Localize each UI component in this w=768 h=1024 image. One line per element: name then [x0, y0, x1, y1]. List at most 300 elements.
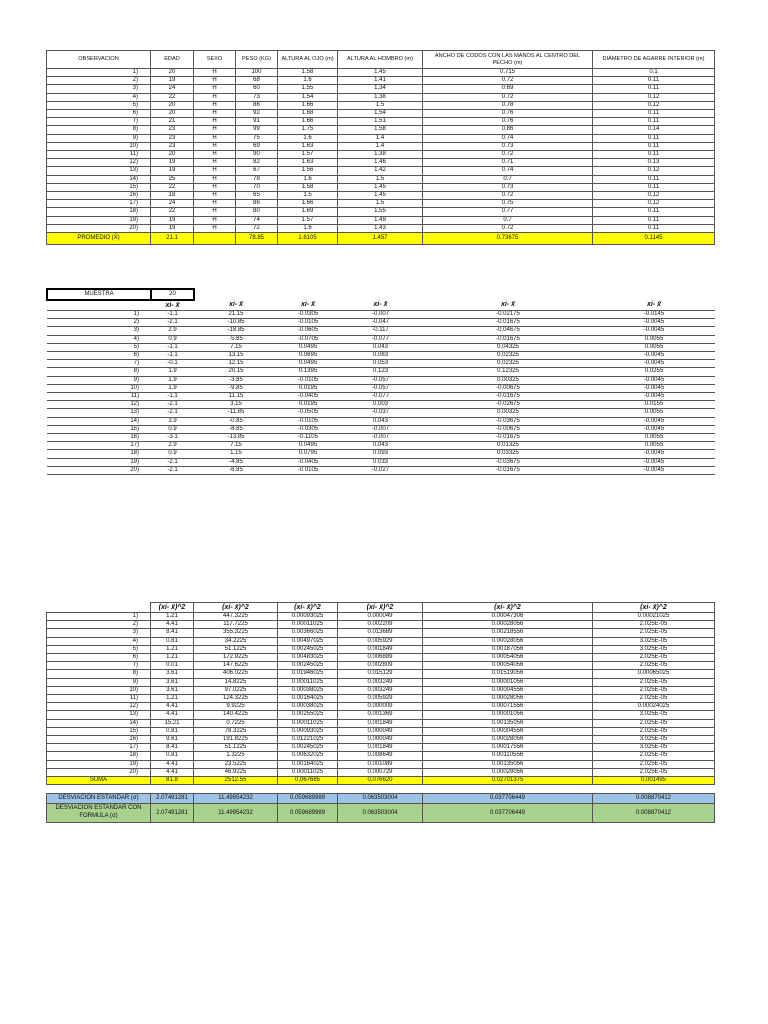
- table-cell: -0.01675: [423, 335, 593, 343]
- table-row: [47, 319, 715, 327]
- std-dev-cell: 2.07491281: [151, 794, 194, 804]
- table-row: [47, 662, 715, 670]
- observation-label: 16): [47, 192, 151, 200]
- table-cell: 2.025E-05: [593, 752, 715, 760]
- spacer-cell: [593, 785, 715, 794]
- table-cell: 86: [236, 200, 278, 208]
- table-cell: -0.00675: [423, 425, 593, 433]
- table-cell: 0.01: [151, 662, 194, 670]
- table-cell: 15.21: [151, 719, 194, 727]
- table-cell: 0.73: [423, 183, 593, 191]
- table-cell: 0.00001056: [423, 678, 593, 686]
- table-row: [47, 637, 715, 645]
- observation-label: 1): [47, 69, 151, 77]
- table-cell: 1.15: [194, 450, 278, 458]
- observation-label: 15): [47, 183, 151, 191]
- table-cell: 0.000729: [338, 768, 423, 776]
- table-cell: 0.00065025: [593, 670, 715, 678]
- column-header: EDAD: [151, 51, 194, 69]
- table-cell: 0.00021025: [593, 613, 715, 621]
- column-header: OBSERVACION: [47, 51, 151, 69]
- table-cell: 1.9: [151, 368, 194, 376]
- observation-label: 4): [47, 637, 151, 645]
- table-cell: 2.9: [151, 327, 194, 335]
- table-row: [47, 736, 715, 744]
- suma-cell: 2512.55: [194, 777, 278, 785]
- table-cell: 0.00004556: [423, 686, 593, 694]
- column-header: ALTURA AL HOMBRO (m): [338, 51, 423, 69]
- observation-label: 14): [47, 417, 151, 425]
- table-cell: 0.000009: [338, 703, 423, 711]
- table-cell: 0.86: [423, 126, 593, 134]
- suma-cell: 0.001495: [593, 777, 715, 785]
- observation-label: 3): [47, 85, 151, 93]
- table-cell: 1.4: [338, 142, 423, 150]
- table-cell: 0.0055: [593, 442, 715, 450]
- average-cell: 1.457: [338, 233, 423, 245]
- squared-header: (xi- x̄)^2: [194, 603, 278, 613]
- observation-label: 8): [47, 670, 151, 678]
- observation-label: 11): [47, 151, 151, 159]
- table-cell: 0.00017556: [423, 744, 593, 752]
- average-cell: 21.1: [151, 233, 194, 245]
- table-cell: 1.58: [338, 126, 423, 134]
- table-row: [47, 442, 715, 450]
- observation-label: 7): [47, 118, 151, 126]
- table-cell: 11.15: [194, 393, 278, 401]
- table-cell: 1.6: [278, 224, 338, 232]
- table-cell: 1.42: [338, 167, 423, 175]
- table-cell: 0.11: [593, 151, 715, 159]
- table-cell: -10.85: [194, 319, 278, 327]
- table-cell: 0.00011025: [278, 719, 338, 727]
- table-cell: 0.715: [423, 69, 593, 77]
- table-cell: 0.72: [423, 192, 593, 200]
- table-cell: 1.38: [338, 151, 423, 159]
- table-cell: 0.000049: [338, 736, 423, 744]
- table-cell: 0.008649: [338, 752, 423, 760]
- table-cell: 1.45: [338, 183, 423, 191]
- table-cell: 0.0195: [278, 384, 338, 392]
- table-cell: 0.69: [423, 85, 593, 93]
- table-cell: 0.00093025: [278, 727, 338, 735]
- spacer-row: [47, 785, 715, 794]
- table-cell: 0.123: [338, 368, 423, 376]
- table-cell: 51.1225: [194, 645, 278, 653]
- table-row: [47, 401, 715, 409]
- table-cell: -0.0045: [593, 393, 715, 401]
- table-cell: -0.057: [338, 376, 423, 384]
- observation-label: 9): [47, 134, 151, 142]
- table-cell: 0.00071556: [423, 703, 593, 711]
- table-cell: 0.11: [593, 224, 715, 232]
- std-dev-cell: 0.059689989: [278, 794, 338, 804]
- observation-label: 15): [47, 425, 151, 433]
- table-cell: 2.025E-05: [593, 695, 715, 703]
- table-cell: 0.76: [423, 110, 593, 118]
- table-cell: 0.013689: [338, 629, 423, 637]
- table-cell: -0.047: [338, 319, 423, 327]
- table-cell: 0.9: [151, 450, 194, 458]
- table-cell: 78: [236, 175, 278, 183]
- table-cell: 1.5: [278, 192, 338, 200]
- table-cell: 21: [151, 118, 194, 126]
- table-cell: 0.0255: [593, 368, 715, 376]
- table-cell: 0.81: [151, 637, 194, 645]
- table-row: [47, 352, 715, 360]
- table-cell: 0.00047306: [423, 613, 593, 621]
- table-row: [47, 450, 715, 458]
- std-dev-formula-label: DESVIACION ESTANDAR CON FORMULA (σ): [47, 804, 151, 823]
- table-cell: 8.41: [151, 744, 194, 752]
- table-row: [47, 466, 715, 474]
- average-cell: 0.73675: [423, 233, 593, 245]
- suma-label: SUMA: [47, 777, 151, 785]
- table-cell: 0.0495: [278, 442, 338, 450]
- table-cell: 0.78: [423, 101, 593, 109]
- table-cell: 1.49: [338, 216, 423, 224]
- table-cell: -11.85: [194, 409, 278, 417]
- table-cell: H: [194, 142, 236, 150]
- table-cell: 0.00110556: [423, 752, 593, 760]
- table-cell: H: [194, 134, 236, 142]
- table-row: [47, 670, 715, 678]
- deviation-table: [46, 288, 715, 475]
- table-cell: -0.01675: [423, 434, 593, 442]
- table-cell: -3.85: [194, 376, 278, 384]
- table-cell: -0.0045: [593, 425, 715, 433]
- table-cell: 1.46: [338, 159, 423, 167]
- table-cell: 2.9: [151, 442, 194, 450]
- table-cell: 2.025E-05: [593, 727, 715, 735]
- table-cell: -0.007: [338, 425, 423, 433]
- table-cell: 0.00028056: [423, 695, 593, 703]
- table-cell: 65: [236, 192, 278, 200]
- table-cell: 75: [236, 134, 278, 142]
- table-cell: 0.0055: [593, 409, 715, 417]
- table-cell: 147.6225: [194, 662, 278, 670]
- table-cell: 18: [151, 192, 194, 200]
- table-cell: 1.4: [338, 134, 423, 142]
- table-cell: 4.41: [151, 621, 194, 629]
- table-cell: 0.00024025: [593, 703, 715, 711]
- table-row: [47, 167, 715, 175]
- table-cell: 22: [151, 183, 194, 191]
- table-cell: 0.03325: [423, 450, 593, 458]
- muestra-label: MUESTRA: [47, 289, 151, 300]
- table-cell: H: [194, 93, 236, 101]
- table-cell: 1.21: [151, 645, 194, 653]
- table-cell: 0.00187056: [423, 645, 593, 653]
- table-cell: 0.01519056: [423, 670, 593, 678]
- table-cell: 0.000049: [338, 727, 423, 735]
- table-cell: 0.00245025: [278, 645, 338, 653]
- table-cell: 191.8225: [194, 736, 278, 744]
- table-cell: 0.11: [593, 175, 715, 183]
- observation-label: 14): [47, 175, 151, 183]
- table-row: [47, 327, 715, 335]
- table-cell: 0.01325: [423, 442, 593, 450]
- table-cell: 2.025E-05: [593, 662, 715, 670]
- table-cell: 0.7225: [194, 719, 278, 727]
- deviation-header: xi- x̄: [194, 300, 278, 311]
- table-cell: 0.9: [151, 425, 194, 433]
- table-cell: 0.12: [593, 167, 715, 175]
- table-cell: 97.0225: [194, 686, 278, 694]
- table-row: [47, 621, 715, 629]
- table-cell: 34.2225: [194, 637, 278, 645]
- table-cell: 92: [236, 110, 278, 118]
- table-row: [47, 208, 715, 216]
- table-cell: 0.71: [423, 159, 593, 167]
- observation-label: 14): [47, 719, 151, 727]
- deviation-header: xi- x̄: [278, 300, 338, 311]
- table-row: [47, 434, 715, 442]
- table-cell: 0.00054056: [423, 662, 593, 670]
- table-cell: 0.12325: [423, 368, 593, 376]
- table-row: [47, 654, 715, 662]
- table-cell: -0.1: [151, 360, 194, 368]
- table-cell: -5.85: [194, 335, 278, 343]
- table-cell: 0.00255025: [278, 711, 338, 719]
- table-cell: -8.85: [194, 425, 278, 433]
- table-cell: -1.1: [151, 343, 194, 351]
- table-cell: 1.57: [278, 151, 338, 159]
- table-cell: 23: [151, 142, 194, 150]
- table-cell: 68: [236, 77, 278, 85]
- table-cell: 2.025E-05: [593, 621, 715, 629]
- table-row: [47, 224, 715, 232]
- table-cell: 19: [151, 167, 194, 175]
- table-cell: 0.00028056: [423, 621, 593, 629]
- table-row: [47, 110, 715, 118]
- table-cell: 0.053: [338, 360, 423, 368]
- spacer-cell: [338, 785, 423, 794]
- table-row: [47, 343, 715, 351]
- table-cell: 0.00325: [423, 376, 593, 384]
- std-dev-label: DESVIACION ESTANDAR (σ): [47, 794, 151, 804]
- observation-label: 19): [47, 458, 151, 466]
- table-cell: 100: [236, 69, 278, 77]
- table-row: [47, 134, 715, 142]
- observation-label: 1): [47, 311, 151, 319]
- table-cell: 0.00001056: [423, 711, 593, 719]
- table-cell: -0.0105: [278, 376, 338, 384]
- table-cell: 0.72: [423, 224, 593, 232]
- observation-label: 4): [47, 335, 151, 343]
- table-cell: 1.66: [278, 101, 338, 109]
- table-cell: 0.11: [593, 216, 715, 224]
- table-cell: 0.001369: [338, 711, 423, 719]
- table-cell: 91: [236, 118, 278, 126]
- table-cell: 0.00028056: [423, 637, 593, 645]
- observation-label: 16): [47, 736, 151, 744]
- table-cell: 406.0225: [194, 670, 278, 678]
- table-row: [47, 126, 715, 134]
- table-cell: 0.11: [593, 110, 715, 118]
- table-cell: 0.7: [423, 216, 593, 224]
- table-cell: 0.7: [423, 175, 593, 183]
- observation-label: 11): [47, 393, 151, 401]
- std-dev-formula-row: [47, 804, 715, 823]
- table-cell: 0.006889: [338, 654, 423, 662]
- observation-label: 18): [47, 450, 151, 458]
- table-cell: -0.0045: [593, 352, 715, 360]
- spacer-cell: [423, 785, 593, 794]
- table-cell: -1.1: [151, 311, 194, 319]
- squared-header-row: [47, 603, 715, 613]
- table-cell: 1.9: [151, 384, 194, 392]
- deviation-header: xi- x̄: [593, 300, 715, 311]
- table-cell: 1.34: [338, 85, 423, 93]
- table-cell: -0.03675: [423, 458, 593, 466]
- table-cell: 0.00325: [423, 409, 593, 417]
- table-cell: -2.1: [151, 458, 194, 466]
- table-row: [47, 768, 715, 776]
- table-cell: 0.00038025: [278, 703, 338, 711]
- observation-label: 12): [47, 703, 151, 711]
- table-row: [47, 118, 715, 126]
- column-header: DIÁMETRO DE AGARRE INTERIOR (m): [593, 51, 715, 69]
- observation-label: 7): [47, 360, 151, 368]
- table-cell: 0.12: [593, 192, 715, 200]
- table-cell: 0.13: [593, 159, 715, 167]
- table-cell: 0.00093025: [278, 613, 338, 621]
- table-cell: 0.002809: [338, 662, 423, 670]
- observation-label: 5): [47, 343, 151, 351]
- observation-label: 10): [47, 384, 151, 392]
- table-cell: 1.58: [278, 69, 338, 77]
- spacer-cell: [194, 785, 278, 794]
- table-cell: 69: [236, 142, 278, 150]
- table-cell: -0.0605: [278, 327, 338, 335]
- observation-label: 19): [47, 760, 151, 768]
- muestra-value: 20: [151, 289, 194, 300]
- table-cell: H: [194, 110, 236, 118]
- table-cell: 0.77: [423, 208, 593, 216]
- table-row: [47, 417, 715, 425]
- table-cell: 1.6: [278, 77, 338, 85]
- table-cell: -0.027: [338, 466, 423, 474]
- observations-table: [46, 50, 715, 245]
- table-cell: 1.38: [338, 93, 423, 101]
- observation-label: 15): [47, 727, 151, 735]
- table-cell: 12.15: [194, 360, 278, 368]
- table-cell: 19: [151, 159, 194, 167]
- table-cell: 2.025E-05: [593, 719, 715, 727]
- table-cell: 0.0495: [278, 360, 338, 368]
- table-cell: 0.12: [593, 200, 715, 208]
- empty-cell: [47, 300, 151, 311]
- average-label: PROMEDIO (X̄): [47, 233, 151, 245]
- table-cell: 1.68: [278, 110, 338, 118]
- table-row: [47, 678, 715, 686]
- table-cell: 72: [236, 224, 278, 232]
- table-cell: 2.025E-05: [593, 678, 715, 686]
- std-dev-formula-cell: 0.037706449: [423, 804, 593, 823]
- table-cell: 0.72: [423, 151, 593, 159]
- table-cell: 0.00164025: [278, 760, 338, 768]
- table-cell: 4.41: [151, 768, 194, 776]
- table-cell: 4.41: [151, 703, 194, 711]
- table-cell: -2.1: [151, 319, 194, 327]
- table-cell: 78.3225: [194, 727, 278, 735]
- table-row: [47, 711, 715, 719]
- std-dev-row: [47, 794, 715, 804]
- table-cell: 23: [151, 134, 194, 142]
- suma-cell: 0.067685: [278, 777, 338, 785]
- table-cell: 7.15: [194, 442, 278, 450]
- observation-label: 5): [47, 645, 151, 653]
- table-cell: 0.72: [423, 93, 593, 101]
- deviation-header-row: [47, 300, 715, 311]
- table-row: [47, 727, 715, 735]
- table-cell: 1.3225: [194, 752, 278, 760]
- table-cell: -1.1: [151, 393, 194, 401]
- table-cell: 20: [151, 101, 194, 109]
- table-cell: -0.0145: [593, 311, 715, 319]
- std-dev-cell: 0.063503004: [338, 794, 423, 804]
- table-cell: -18.85: [194, 327, 278, 335]
- table-cell: 0.81: [151, 752, 194, 760]
- table-cell: 0.0695: [278, 352, 338, 360]
- table-cell: 1.5: [338, 101, 423, 109]
- table-cell: 0.093: [338, 450, 423, 458]
- table-row: [47, 760, 715, 768]
- table-cell: 3.61: [151, 686, 194, 694]
- table-cell: 24: [151, 85, 194, 93]
- table-cell: 1.9: [151, 376, 194, 384]
- table-cell: 0.0055: [593, 343, 715, 351]
- table-row: [47, 192, 715, 200]
- table-cell: 0.0055: [593, 335, 715, 343]
- table-cell: 0.12: [593, 101, 715, 109]
- table-cell: H: [194, 151, 236, 159]
- observation-label: 12): [47, 401, 151, 409]
- table-row: [47, 151, 715, 159]
- table-cell: 124.3225: [194, 695, 278, 703]
- deviation-header: xi- x̄: [423, 300, 593, 311]
- table-cell: 0.00028056: [423, 736, 593, 744]
- header-row: [47, 51, 715, 69]
- average-row: [47, 233, 715, 245]
- observation-label: 6): [47, 110, 151, 118]
- std-dev-formula-cell: 0.063503004: [338, 804, 423, 823]
- table-cell: 1.45: [338, 69, 423, 77]
- table-cell: 1.41: [338, 77, 423, 85]
- deviation-header: xi- x̄: [338, 300, 423, 311]
- table-cell: 0.001849: [338, 719, 423, 727]
- table-cell: H: [194, 77, 236, 85]
- table-cell: 60: [236, 85, 278, 93]
- suma-cell: 81.8: [151, 777, 194, 785]
- table-row: [47, 703, 715, 711]
- table-cell: -0.077: [338, 393, 423, 401]
- table-cell: -0.04675: [423, 327, 593, 335]
- observation-label: 9): [47, 376, 151, 384]
- table-cell: -3.1: [151, 434, 194, 442]
- table-cell: 22: [151, 208, 194, 216]
- table-cell: 0.11: [593, 85, 715, 93]
- table-cell: 0.04325: [423, 343, 593, 351]
- table-cell: 1.58: [278, 183, 338, 191]
- table-cell: H: [194, 192, 236, 200]
- table-cell: 1.55: [278, 85, 338, 93]
- table-cell: 8.41: [151, 629, 194, 637]
- table-cell: 3.025E-05: [593, 711, 715, 719]
- observation-label: 16): [47, 434, 151, 442]
- table-cell: -0.007: [338, 434, 423, 442]
